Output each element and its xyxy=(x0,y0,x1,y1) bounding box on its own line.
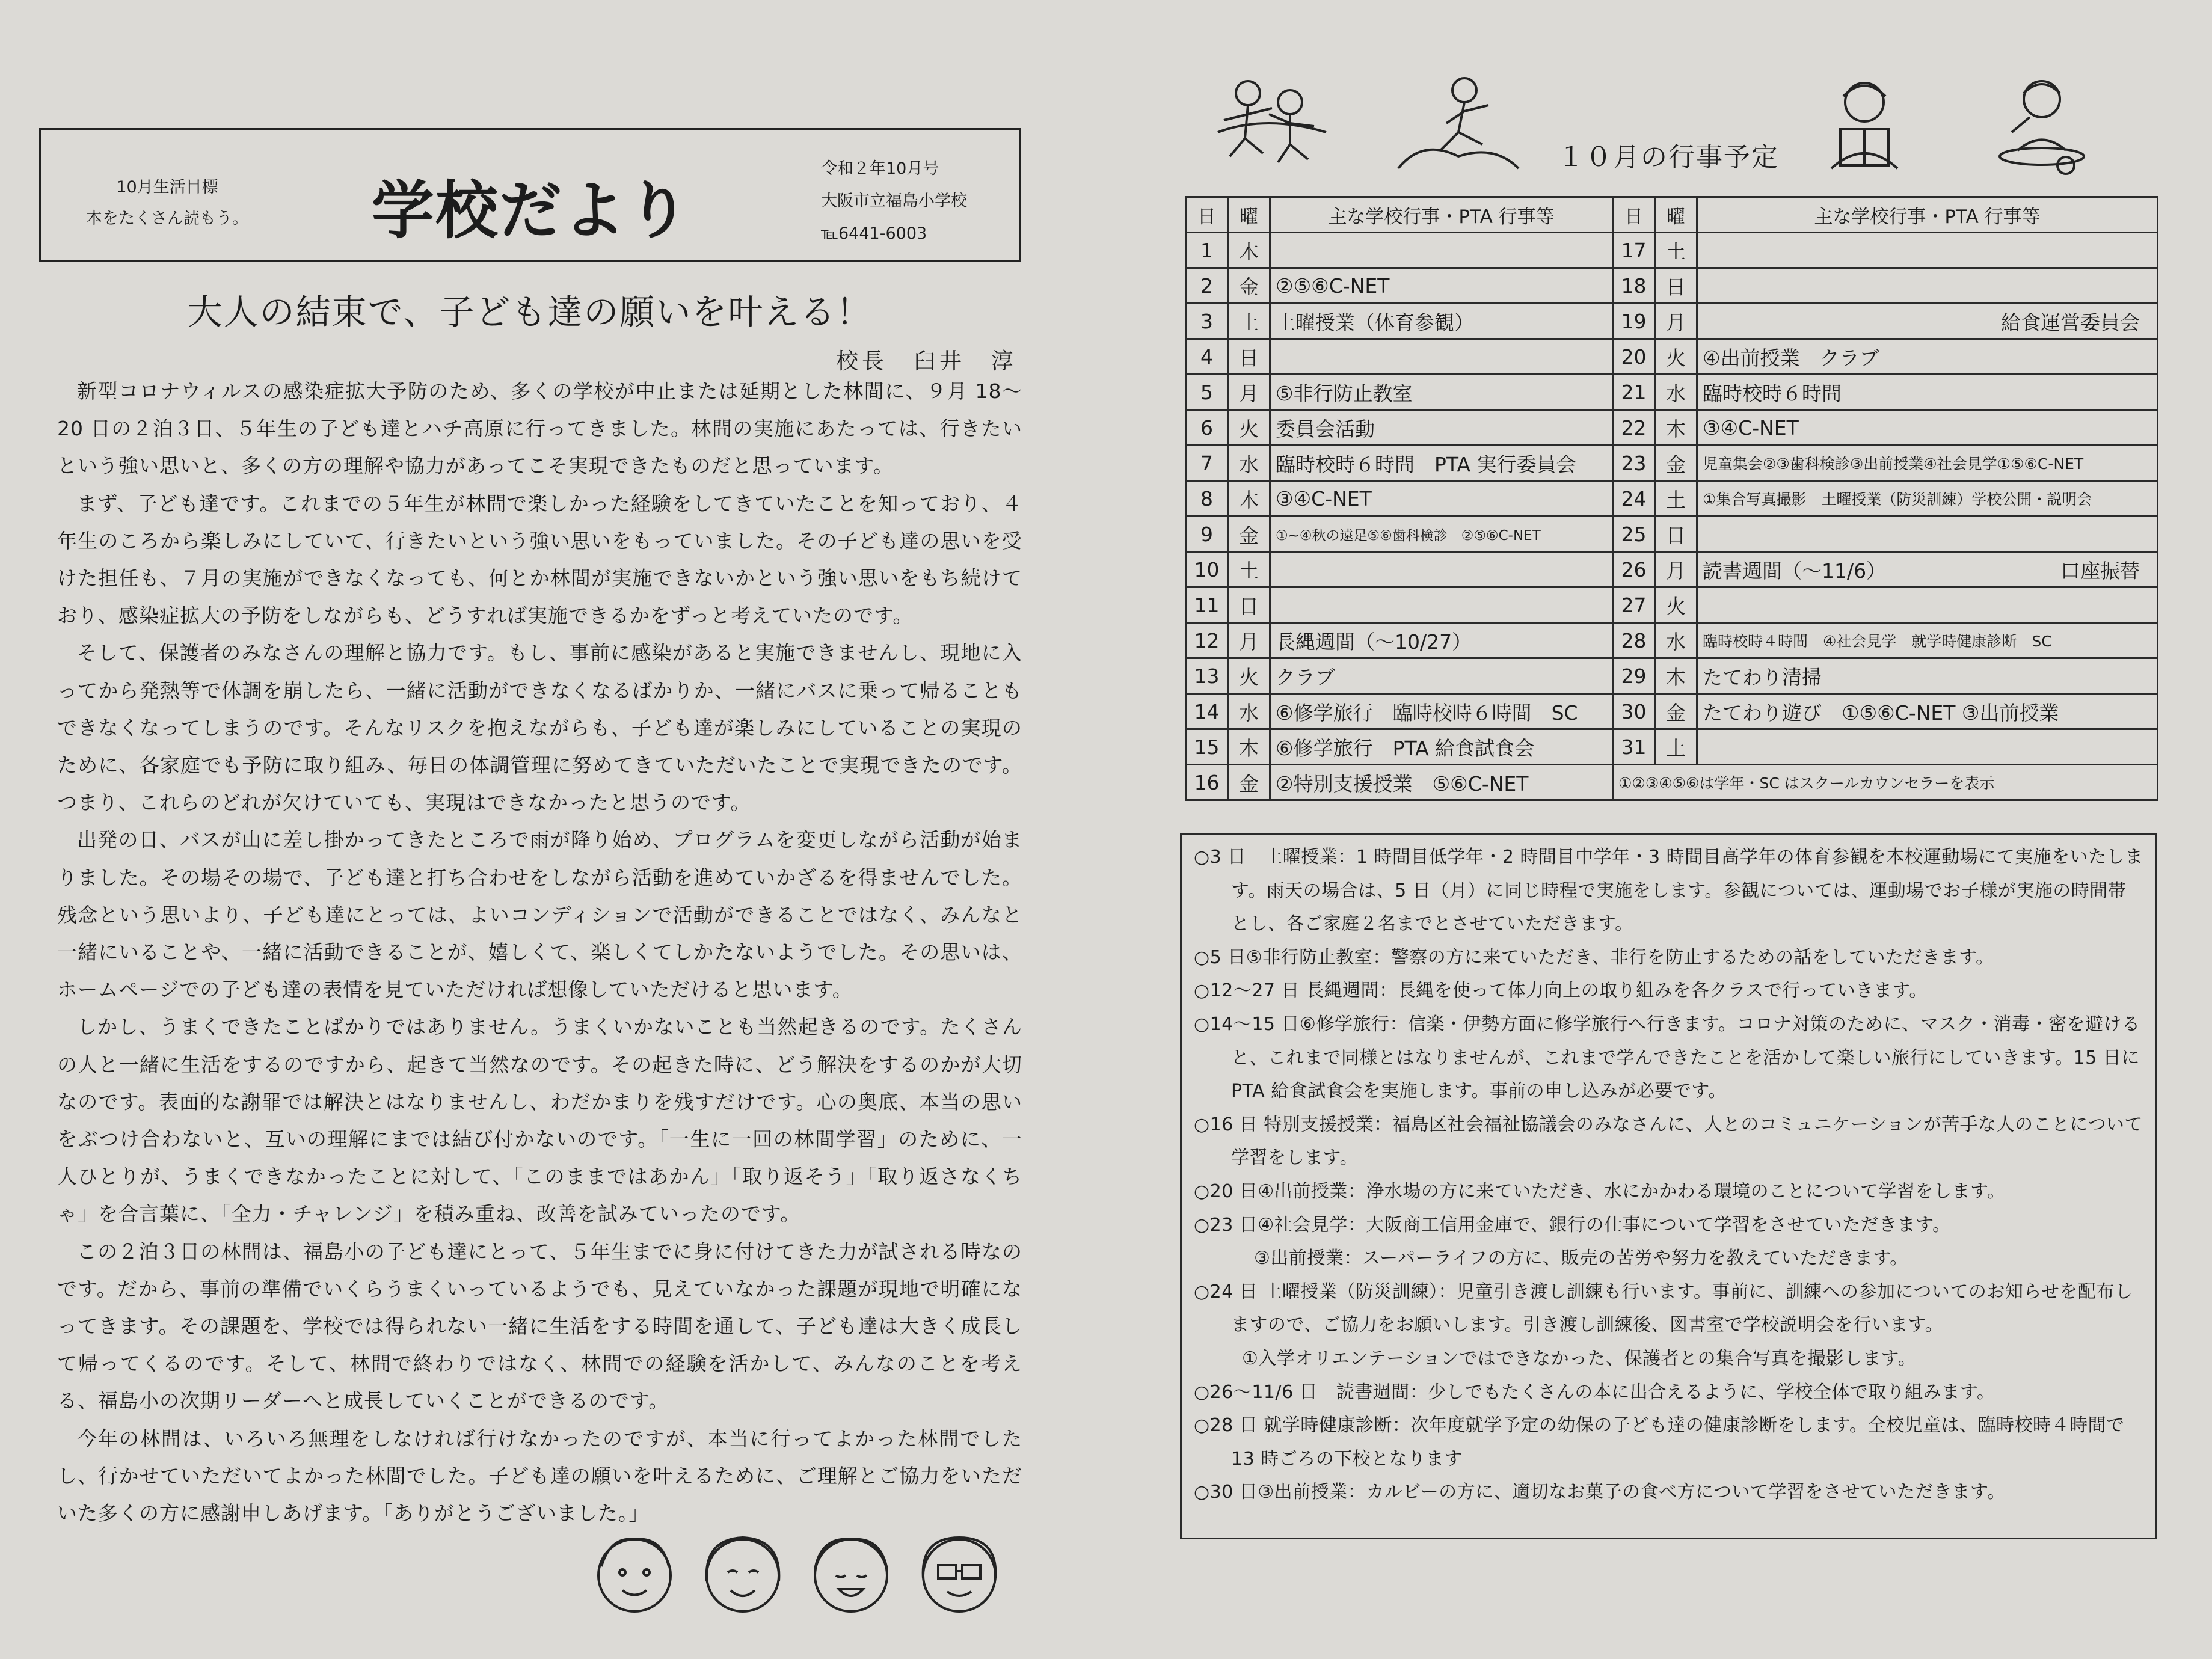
schedule-row xyxy=(1186,658,2158,694)
article-body xyxy=(57,373,1022,1532)
schedule-event: 臨時校時６時間 xyxy=(1703,381,1842,405)
schedule-row xyxy=(1186,587,2158,623)
header-events: 主な学校行事・PTA 行事等 xyxy=(1270,197,1613,233)
schedule-cell xyxy=(1697,694,2158,729)
note-item xyxy=(1194,1476,2144,1509)
schedule-cell: 水 xyxy=(1228,446,1270,481)
schedule-cell: 11 xyxy=(1186,587,1228,623)
schedule-cell: 20 xyxy=(1613,339,1655,375)
note-text: 1 時間目低学年・2 時間目中学年・3 時間目高学年の体育参観を本校運動場にて実施をいたします。雨天の場合は、5 日（月）に同じ時程で実施をします。参観については、運動場でお子様が実施の時間帯とし、各ご家庭２名までとさせていただきます。 xyxy=(1231,847,2143,935)
schedule-cell xyxy=(1697,729,2158,765)
article-paragraph: 出発の日、バスが山に差し掛かってきたところで雨が降り始め、プログラムを変更しながら活動が始まりました。その場その場で、子ども達と打ち合わせをしながら活動を進めていかざるを得ませんでした。残念という思いより、子ども達にとっては、よいコンディションで活動ができることではなく、みんなと一緒にいることや、一緒に活動できることが、嬉しくて、楽しくてしかたないようでした。その思いは、ホームページでの子ども達の表情を見ていただければ想像していただけると思います。 xyxy=(57,828,1022,1002)
schedule-cell: 日 xyxy=(1228,339,1270,375)
article-paragraph: そして、保護者のみなさんの理解と協力です。もし、事前に感染があると実施できませんし、現地に入ってから発熱等で体調を崩したら、一緒に活動ができなくなるばかりか、一緒にバスに乗って帰ることもできなくなってしまうのです。そんなリスクを抱えながらも、子ども達が楽しみにしていることの実現のために、各家庭でも予防に取り組み、毎日の体調管理に努めてきていただいたことで実現できたのです。つまり、これらのどれが欠けていても、実現はできなかったと思うのです。 xyxy=(57,641,1022,815)
schedule-cell: 30 xyxy=(1613,694,1655,729)
note-heading: ○14〜15 日⑥修学旅行： xyxy=(1194,1013,1408,1035)
schedule-cell xyxy=(1697,410,2158,446)
reading-child-icon xyxy=(1831,83,1897,168)
article-paragraph: しかし、うまくできたことばかりではありません。うまくいかないことも当然起きるのです。たくさんの人と一緒に生活をするのですから、起きて当然なのです。その起きた時に、どう解決をするのかが大切なのです。表面的な謝罪では解決とはなりませんし、わだかまりを残すだけです。心の奥底、本当の思いをぶつけ合わないと、互いの理解にまでは結び付かないのです。「一生に一回の林間学習」のために、一人ひとりが、うまくできなかったことに対して、「このままではあかん」「取り返そう」「取り返さなくちゃ」を合言葉に、「全力・チャレンジ」を積み重ね、改善を試みていったのです。 xyxy=(57,1015,1022,1226)
schedule-cell: ②⑤⑥C-NET xyxy=(1270,268,1613,304)
schedule-cell: 13 xyxy=(1186,658,1228,694)
newsletter-header xyxy=(39,128,1021,262)
schedule-event: ①集合写真撮影 土曜授業（防災訓練）学校公開・説明会 xyxy=(1703,491,2092,508)
schedule-cell: ③④C-NET xyxy=(1270,481,1613,517)
header-weekday: 曜 xyxy=(1655,197,1697,233)
note-heading: ○3 日 土曜授業： xyxy=(1194,847,1356,868)
note-text: 児童引き渡し訓練も行います。事前に、訓練への参加についてのお知らせを配布しますので、ご協力をお願いします。引き渡し訓練後、図書室で学校説明会を行います。 xyxy=(1231,1281,2133,1336)
schedule-row xyxy=(1186,517,2158,552)
schedule-cell xyxy=(1697,446,2158,481)
schedule-row xyxy=(1186,552,2158,587)
schedule-row xyxy=(1186,694,2158,729)
schedule-cell: 金 xyxy=(1228,517,1270,552)
schedule-cell: 5 xyxy=(1186,375,1228,410)
schedule-cell xyxy=(1697,623,2158,658)
note-heading: ○23 日④社会見学： xyxy=(1194,1214,1366,1236)
schedule-cell: 火 xyxy=(1228,658,1270,694)
note-item xyxy=(1194,1175,2144,1209)
note-item xyxy=(1194,1409,2144,1476)
schedule-event: たてわり遊び ①⑤⑥C-NET ③出前授業 xyxy=(1703,701,2059,725)
schedule-event: ④出前授業 クラブ xyxy=(1703,346,1879,370)
schedule-cell xyxy=(1697,375,2158,410)
schedule-cell: 25 xyxy=(1613,517,1655,552)
schedule-event: ③④C-NET xyxy=(1703,416,1799,440)
schedule-cell: 土 xyxy=(1655,481,1697,517)
note-heading: ○20 日④出前授業： xyxy=(1194,1180,1366,1202)
note-heading: ○5 日⑤非行防止教室： xyxy=(1194,946,1391,968)
schedule-cell xyxy=(1697,587,2158,623)
note-item xyxy=(1194,941,2144,975)
issue-info xyxy=(821,153,967,250)
schedule-cell xyxy=(1697,339,2158,375)
schedule-event: たてわり清掃 xyxy=(1703,665,1822,689)
schedule-cell: 14 xyxy=(1186,694,1228,729)
schedule-cell xyxy=(1697,268,2158,304)
schedule-table xyxy=(1185,196,2158,801)
schedule-row xyxy=(1186,233,2158,268)
note-item xyxy=(1194,1376,2144,1409)
schedule-cell: ⑥修学旅行 PTA 給食試食会 xyxy=(1270,729,1613,765)
header-weekday: 曜 xyxy=(1228,197,1270,233)
note-heading: ○26〜11/6 日 読書週間： xyxy=(1194,1381,1428,1403)
schedule-cell: 金 xyxy=(1228,765,1270,800)
schedule-footnote: ①②③④⑤⑥は学年・SC はスクールカウンセラーを表示 xyxy=(1613,765,2158,800)
article-paragraph: まず、子ども達です。これまでの５年生が林間で楽しかった経験をしてきていたことを知っており、４年生のころから楽しみにしていて、行きたいという強い思いをもっていました。その子ども達の思いを受けた担任も、７月の実施ができなくなっても、何とか林間が実施できないかという強い思いをもち続けており、感染症拡大の予防をしながらも、どうすれば実施できるかをずっと考えていたのです。 xyxy=(57,491,1022,628)
schedule-cell: 月 xyxy=(1655,304,1697,339)
note-item xyxy=(1194,1342,2144,1376)
note-text: 浄水場の方に来ていただき、水にかかわる環境のことについて学習をします。 xyxy=(1366,1180,2006,1202)
note-heading: ○28 日 就学時健康診断： xyxy=(1194,1415,1411,1437)
schedule-cell: 7 xyxy=(1186,446,1228,481)
note-text: 信楽・伊勢方面に修学旅行へ行きます。コロナ対策のために、マスク・消毒・密を避けると、これまで同様とはなりませんが、これまで学んできたことを活かして楽しい旅行にしていきます。15 日に PTA 給食試食会を実施します。事前の申し込みが必要です。 xyxy=(1231,1013,2140,1102)
note-heading: ③出前授業： xyxy=(1254,1248,1362,1269)
note-heading: ○30 日③出前授業： xyxy=(1194,1482,1366,1503)
goal-text: 本をたくさん読もう。 xyxy=(86,209,248,228)
schedule-cell: 1 xyxy=(1186,233,1228,268)
schedule-row xyxy=(1186,729,2158,765)
note-item xyxy=(1194,1209,2144,1242)
issue-number: 令和２年10月号 xyxy=(821,159,939,178)
schedule-cell: 10 xyxy=(1186,552,1228,587)
schedule-cell: 月 xyxy=(1655,552,1697,587)
schedule-cell xyxy=(1697,658,2158,694)
schedule-cell: 19 xyxy=(1613,304,1655,339)
schedule-cell: 22 xyxy=(1613,410,1655,446)
schedule-cell: 17 xyxy=(1613,233,1655,268)
schedule-cell: 日 xyxy=(1655,268,1697,304)
schedule-row xyxy=(1186,268,2158,304)
note-text: カルビーの方に、適切なお菓子の食べ方について学習をさせていただきます。 xyxy=(1366,1482,2006,1503)
schedule-cell: ①~④秋の遠足⑤⑥歯科検診 ②⑤⑥C-NET xyxy=(1270,517,1613,552)
schedule-cell: 月 xyxy=(1228,623,1270,658)
schedule-cell: 土 xyxy=(1655,729,1697,765)
note-text: 大阪商工信用金庫で、銀行の仕事について学習をさせていただきます。 xyxy=(1366,1214,1951,1236)
schedule-cell: 21 xyxy=(1613,375,1655,410)
schedule-cell: 水 xyxy=(1655,375,1697,410)
article-byline: 校長 臼井 淳 xyxy=(836,348,1017,374)
schedule-event: 読書週間（〜11/6） xyxy=(1703,559,1887,583)
note-item xyxy=(1194,1108,2144,1175)
child-face-3-icon xyxy=(815,1539,887,1611)
note-text: 福島区社会福祉協議会のみなさんに、人とのコミュニケーションが苦手な人のことについて学習をします。 xyxy=(1231,1114,2143,1169)
schedule-row xyxy=(1186,304,2158,339)
schedule-cell: 土 xyxy=(1228,552,1270,587)
schedule-cell: 金 xyxy=(1655,446,1697,481)
schedule-cell: 12 xyxy=(1186,623,1228,658)
school-phone: ℡6441-6003 xyxy=(821,224,927,243)
goal-label: 10月生活目標 xyxy=(116,178,218,197)
schedule-header-row xyxy=(1186,197,2158,233)
note-item xyxy=(1194,841,2144,941)
header-events: 主な学校行事・PTA 行事等 xyxy=(1697,197,2158,233)
schedule-cell: 木 xyxy=(1228,481,1270,517)
schedule-cell: 火 xyxy=(1655,339,1697,375)
article-title: 大人の結束で、子ども達の願いを叶える！ xyxy=(187,292,873,333)
note-text: スーパーライフの方に、販売の苦労や努力を教えていただきます。 xyxy=(1362,1248,1908,1269)
schedule-cell: 4 xyxy=(1186,339,1228,375)
schedule-cell: 3 xyxy=(1186,304,1228,339)
note-text: 次年度就学予定の幼保の子ども達の健康診断をします。全校児童は、臨時校時４時間で 13 時ごろの下校となります xyxy=(1231,1415,2125,1470)
schedule-cell: 18 xyxy=(1613,268,1655,304)
schedule-cell: 16 xyxy=(1186,765,1228,800)
note-item xyxy=(1194,1275,2144,1342)
note-text: 警察の方に来ていただき、非行を防止するための話をしていただきます。 xyxy=(1390,946,1994,968)
schedule-cell: 金 xyxy=(1228,268,1270,304)
child-face-1-icon xyxy=(598,1539,671,1611)
schedule-event: 児童集会②③歯科検診③出前授業④社会見学①⑤⑥C-NET xyxy=(1703,455,2084,473)
note-heading: ○16 日 特別支援授業： xyxy=(1194,1114,1392,1135)
schedule-cell: 臨時校時６時間 PTA 実行委員会 xyxy=(1270,446,1613,481)
schedule-cell: 29 xyxy=(1613,658,1655,694)
schedule-cell: 26 xyxy=(1613,552,1655,587)
schedule-cell: 8 xyxy=(1186,481,1228,517)
note-heading: ○12〜27 日 長縄週間： xyxy=(1194,980,1398,1002)
schedule-title: １０月の行事予定 xyxy=(1558,142,1779,173)
eating-child-icon xyxy=(2000,81,2084,174)
schedule-cell: 木 xyxy=(1655,658,1697,694)
schedule-cell xyxy=(1697,517,2158,552)
schedule-cell: 木 xyxy=(1228,233,1270,268)
schedule-cell: 24 xyxy=(1613,481,1655,517)
monthly-goal xyxy=(41,172,293,235)
article-paragraph: 今年の林間は、いろいろ無理をしなければ行けなかったのですが、本当に行ってよかった林間でしたし、行かせていただいてよかった林間でした。子ども達の願いを叶えるために、ご理解とご協力をいただいた多くの方に感謝申しあげます。「ありがとうございました。」 xyxy=(57,1426,1023,1526)
schedule-cell: 水 xyxy=(1228,694,1270,729)
note-item xyxy=(1194,974,2144,1008)
schedule-cell: 2 xyxy=(1186,268,1228,304)
schedule-cell: 火 xyxy=(1228,410,1270,446)
schedule-row xyxy=(1186,765,2158,800)
note-text: 少しでもたくさんの本に出合えるように、学校全体で取り組みます。 xyxy=(1428,1381,1995,1403)
schedule-cell xyxy=(1697,552,2158,587)
schedule-cell: 月 xyxy=(1228,375,1270,410)
schedule-cell: 委員会活動 xyxy=(1270,410,1613,446)
schedule-row xyxy=(1186,623,2158,658)
note-item xyxy=(1194,1242,2144,1275)
note-heading: ①入学オリエンテーション xyxy=(1242,1348,1460,1369)
schedule-cell: 土 xyxy=(1655,233,1697,268)
schedule-cell xyxy=(1270,587,1613,623)
schedule-cell: ⑤非行防止教室 xyxy=(1270,375,1613,410)
schedule-cell xyxy=(1697,304,2158,339)
schedule-cell xyxy=(1270,233,1613,268)
header-day: 日 xyxy=(1613,197,1655,233)
schedule-cell xyxy=(1697,233,2158,268)
child-face-4-icon xyxy=(923,1538,996,1611)
schedule-cell xyxy=(1270,339,1613,375)
schedule-cell: 23 xyxy=(1613,446,1655,481)
schedule-cell: 土 xyxy=(1228,304,1270,339)
schedule-cell: 土曜授業（体育参観） xyxy=(1270,304,1613,339)
running-children-icon xyxy=(1218,81,1326,162)
newsletter-title: 学校だより xyxy=(372,174,691,247)
schedule-cell: 日 xyxy=(1655,517,1697,552)
schedule-row xyxy=(1186,446,2158,481)
children-faces-illustration xyxy=(583,1524,1016,1627)
child-face-2-icon xyxy=(707,1538,779,1611)
schedule-cell: 木 xyxy=(1228,729,1270,765)
schedule-cell: 水 xyxy=(1655,623,1697,658)
schedule-cell: ⑥修学旅行 臨時校時６時間 SC xyxy=(1270,694,1613,729)
note-item xyxy=(1194,1008,2144,1108)
schedule-cell: 金 xyxy=(1655,694,1697,729)
schedule-row xyxy=(1186,375,2158,410)
schedule-row xyxy=(1186,339,2158,375)
event-notes xyxy=(1194,841,2144,1509)
schedule-cell: クラブ xyxy=(1270,658,1613,694)
schedule-row xyxy=(1186,410,2158,446)
schedule-cell: ②特別支援授業 ⑤⑥C-NET xyxy=(1270,765,1613,800)
article-paragraph: 新型コロナウィルスの感染症拡大予防のため、多くの学校が中止または延期とした林間に、９月 18〜20 日の２泊３日、５年生の子ども達とハチ高原に行ってきました。林間の実施にあたっては、行きたいという強い思いと、多くの方の理解や協力があってこそ実現できたものだと思っています。 xyxy=(57,379,1022,478)
schedule-event-right: 給食運営委員会 xyxy=(2001,310,2140,334)
schedule-cell: 火 xyxy=(1655,587,1697,623)
schedule-cell: 木 xyxy=(1655,410,1697,446)
schedule-cell xyxy=(1697,481,2158,517)
schedule-cell: 28 xyxy=(1613,623,1655,658)
note-text: 長縄を使って体力向上の取り組みを各クラスで行っていきます。 xyxy=(1397,980,1928,1002)
schedule-event: 臨時校時４時間 ④社会見学 就学時健康診断 SC xyxy=(1703,633,2052,650)
header-day: 日 xyxy=(1186,197,1228,233)
schedule-cell: 31 xyxy=(1613,729,1655,765)
climbing-child-icon xyxy=(1398,78,1519,168)
schedule-cell: 9 xyxy=(1186,517,1228,552)
schedule-cell: 6 xyxy=(1186,410,1228,446)
school-name: 大阪市立福島小学校 xyxy=(821,192,967,210)
schedule-row xyxy=(1186,481,2158,517)
schedule-cell: 長縄週間（〜10/27） xyxy=(1270,623,1613,658)
schedule-cell xyxy=(1270,552,1613,587)
article-paragraph: この２泊３日の林間は、福島小の子ども達にとって、５年生までに身に付けてきた力が試される時なのです。だから、事前の準備でいくらうまくいっているようでも、見えていなかった課題が現地で明確になってきます。その課題を、学校では得られない一緒に生活をする時間を通して、子ども達は大きく成長して帰ってくるのです。そして、林間で終わりではなく、林間での経験を活かして、みんなのことを考える、福島小の次期リーダーへと成長していくことができるのです。 xyxy=(57,1239,1022,1413)
schedule-event-right: 口座振替 xyxy=(2060,559,2140,583)
note-heading: ○24 日 土曜授業（防災訓練）： xyxy=(1194,1281,1457,1302)
note-text: ではできなかった、保護者との集合写真を撮影します。 xyxy=(1459,1348,1917,1369)
schedule-cell: 27 xyxy=(1613,587,1655,623)
schedule-cell: 15 xyxy=(1186,729,1228,765)
schedule-cell: 日 xyxy=(1228,587,1270,623)
